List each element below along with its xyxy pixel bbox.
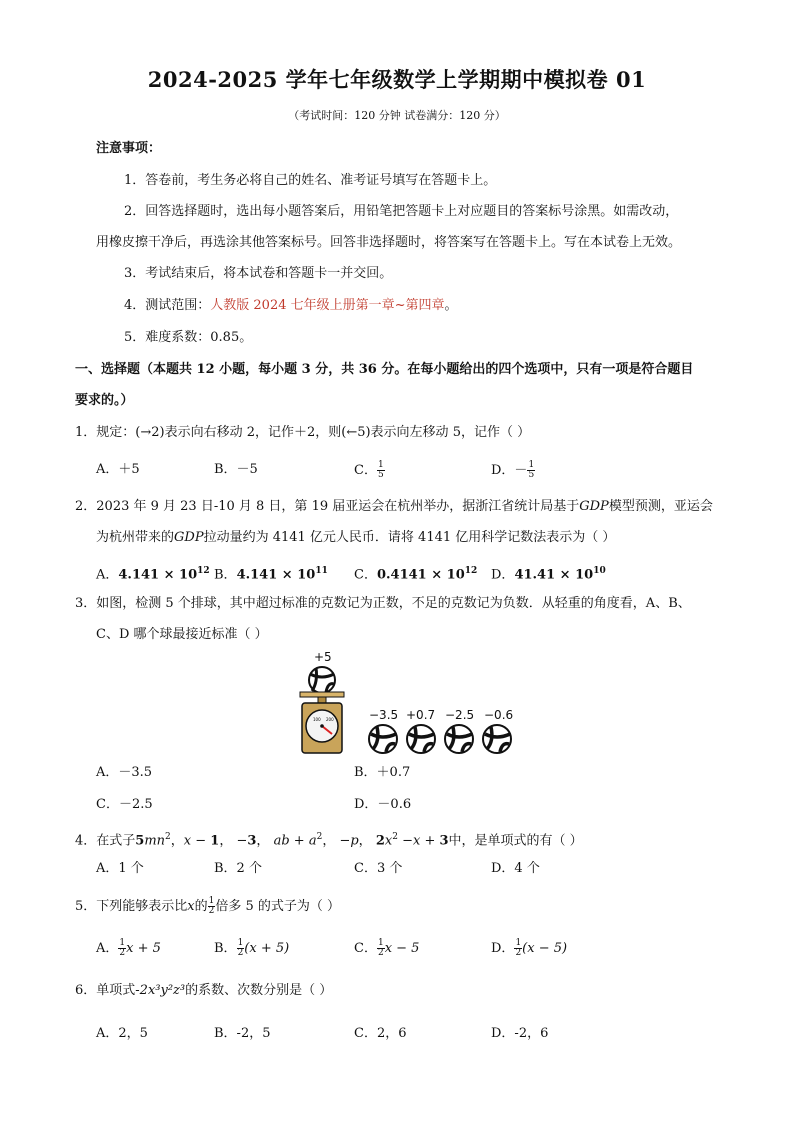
ball-c-label: −2.5: [445, 708, 475, 722]
volleyball-icon: [483, 725, 511, 753]
q4-option-d: D．4 个: [491, 861, 540, 876]
svg-text:200: 200: [326, 717, 334, 722]
exam-subtitle: （考试时间：120 分钟 试卷满分：120 分）: [288, 109, 506, 122]
section-heading: 一、选择题（本题共 12 小题，每小题 3 分，共 36 分。在每小题给出的四个选项中，只有一项是符合题目: [75, 362, 694, 377]
note-item: 3．考试结束后，将本试卷和答题卡一并交回。: [124, 266, 393, 281]
q1-option-b: B．－5: [214, 462, 258, 477]
q5-option-c: C． $\frac{1}{2}$ x − 5: [354, 938, 420, 958]
q6-option-b: B．-2，5: [214, 1026, 271, 1041]
note-item: 4．测试范围：人教版 2024 七年级上册第一章~第四章。: [124, 298, 458, 313]
volleyball-icon: [407, 725, 435, 753]
volleyballs-figure: [366, 722, 518, 756]
scale-ball-label: +5: [314, 650, 332, 664]
note-item: 5．难度系数：0.85。: [124, 330, 253, 345]
note-item: 用橡皮擦干净后，再选涂其他答案标号。回答非选择题时，将答案写在答题卡上。写在本试卷上无效。: [96, 235, 682, 250]
q5-option-a: A． $\frac{1}{2}$ x + 5: [96, 938, 161, 958]
q2-option-c: C．$0.4141 \times 10^{12}$: [354, 566, 478, 583]
q5-option-d: D． $\frac{1}{2}$ (x − 5): [491, 938, 568, 958]
question-3-stem: 3．如图，检测 5 个排球，其中超过标准的克数记为正数，不足的克数记为负数．从轻重的角度看，A、B、: [75, 596, 691, 611]
ball-a-label: −3.5: [369, 708, 399, 722]
question-1-stem: 1．规定：(→2)表示向右移动 2，记作＋2，则(←5)表示向左移动 5，记作（ ）: [75, 425, 531, 440]
q2-option-a: A．$4.141 \times 10^{12}$: [96, 566, 210, 583]
q6-option-c: C．2，6: [354, 1026, 407, 1041]
question-5-stem: 5．下列能够表示比x的 $\frac{1}{2}$ 倍多 5 的式子为（ ）: [75, 896, 341, 916]
question-2-stem-cont: 为杭州带来的GDP拉动量约为 4141 亿元人民币．请将 4141 亿用科学记数法表示为（ ）: [96, 530, 616, 545]
volleyball-icon: [309, 667, 335, 693]
q4-option-c: C．3 个: [354, 861, 403, 876]
q2-option-b: B．$4.141 \times 10^{11}$: [214, 566, 328, 583]
note-item: 2．回答选择题时，选出每小题答案后，用铅笔把答题卡上对应题目的答案标号涂黑。如需改动，: [124, 204, 679, 219]
q1-option-a: A．＋5: [96, 462, 140, 477]
question-2-stem: 2．2023 年 9 月 23 日-10 月 8 日，第 19 届亚运会在杭州举办，据浙江省统计局基于GDP模型预测，亚运会: [75, 499, 713, 514]
svg-text:100: 100: [313, 717, 321, 722]
q2-option-d: D．$41.41 \times 10^{10}$: [491, 566, 606, 583]
ball-d-label: −0.6: [484, 708, 514, 722]
question-6-stem: 6．单项式-2x³y²z³的系数、次数分别是（ ）: [75, 983, 333, 998]
q5-option-b: B． $\frac{1}{2}$ (x + 5): [214, 938, 290, 958]
notes-heading: 注意事项：: [96, 141, 162, 156]
q6-option-d: D．-2，6: [491, 1026, 549, 1041]
q4-option-b: B．2 个: [214, 861, 262, 876]
volleyball-icon: [445, 725, 473, 753]
question-4-stem: 4．在式子$5mn^2$，x − 1， −3， ab + $a^2$， −p， $2x^2 -x + 3$中，是单项式的有（ ）: [75, 832, 583, 849]
note-item: 1．答卷前，考生务必将自己的姓名、准考证号填写在答题卡上。: [124, 173, 497, 188]
q1-option-d: D．－ $\frac{1}{5}$: [491, 460, 535, 480]
q3-option-c: C．－2.5: [96, 797, 153, 812]
q4-option-a: A．1 个: [96, 861, 144, 876]
q1-option-c: C． $\frac{1}{5}$: [354, 460, 384, 480]
volleyball-icon: [369, 725, 397, 753]
scale-figure: [296, 664, 348, 756]
test-scope: 人教版 2024 七年级上册第一章~第四章: [210, 298, 445, 313]
section-heading-cont: 要求的。）: [75, 393, 134, 408]
ball-b-label: +0.7: [406, 708, 436, 722]
q6-option-a: A．2，5: [96, 1026, 148, 1041]
q3-option-b: B．＋0.7: [354, 765, 411, 780]
q3-option-d: D．－0.6: [354, 797, 412, 812]
page-title: 2024-2025 学年七年级数学上学期期中模拟卷 01: [147, 67, 647, 92]
q3-option-a: A．－3.5: [96, 765, 153, 780]
question-3-stem-cont: C、D 哪个球最接近标准（ ）: [96, 627, 268, 642]
